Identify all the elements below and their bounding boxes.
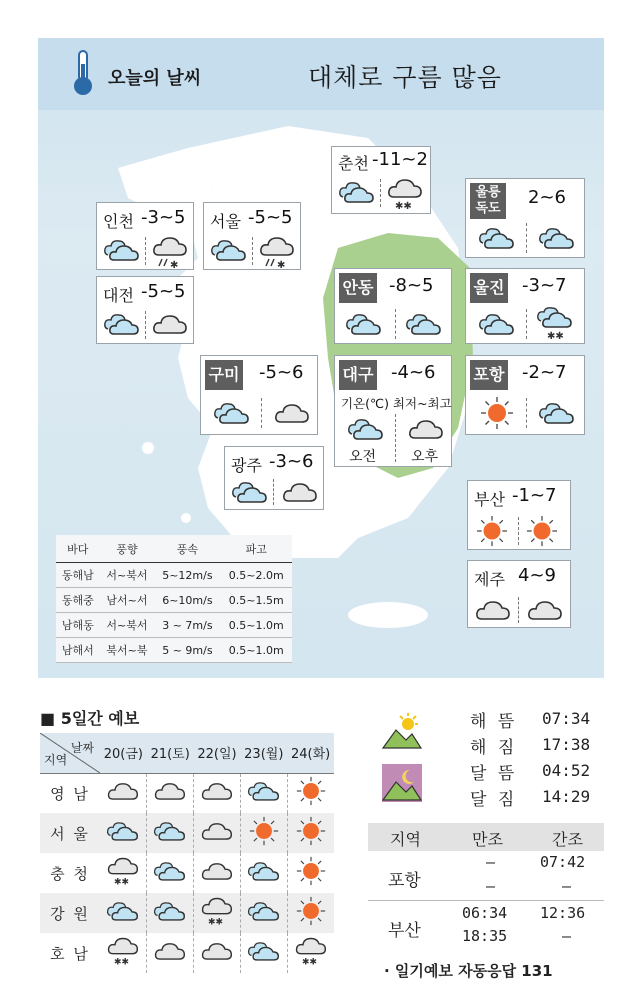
city-name-tag: 울진 [470, 273, 508, 303]
partly-cloudy-icon [247, 779, 281, 803]
moonrise-mountain-icon [382, 764, 422, 802]
city-name: 광주 [231, 456, 262, 475]
tide-high-time: 18:35 [462, 927, 508, 945]
weather-summary: 대체로 구름 많음 [308, 63, 502, 92]
city-name-tag: 안동 [339, 273, 377, 303]
partly-cloudy-icon [103, 237, 141, 263]
partly-cloudy-icon [106, 819, 140, 843]
city-name: 인천 [103, 212, 134, 231]
forecast-title: ■ 5일간 예보 [40, 709, 140, 728]
tide-header-region: 지역 [390, 830, 421, 849]
forecast-cell [240, 893, 287, 933]
cloudy-icon [153, 779, 187, 803]
cloudy-icon [106, 779, 140, 803]
cloudy-snow-icon [294, 935, 328, 967]
partly-cloudy-icon [153, 859, 187, 883]
city-card-ulleung [465, 178, 585, 258]
forecast-cell [147, 933, 194, 973]
forecast-day: 20(금) [100, 733, 147, 773]
city-temp: -8~5 [389, 275, 434, 296]
tide-low-time: 07:42 [540, 853, 586, 871]
sunny-icon [296, 896, 326, 926]
partly-cloudy-icon [231, 479, 269, 505]
partly-cloudy-icon [247, 899, 281, 923]
partly-cloudy-icon [478, 311, 516, 337]
forecast-cell [100, 933, 147, 973]
partly-cloudy-icon [153, 819, 187, 843]
table-row [56, 563, 292, 588]
city-card-pohang [465, 355, 585, 435]
corner-date-label: 날짜 [70, 741, 94, 755]
forecast-cell [194, 893, 241, 933]
tide-low-time: 12:36 [540, 904, 586, 922]
table-row [40, 933, 334, 973]
forecast-cell [287, 933, 334, 973]
region-name: 충 청 [50, 864, 90, 883]
cloudy-icon [407, 416, 445, 442]
partly-cloudy-icon [405, 311, 443, 337]
forecast-cell [287, 813, 334, 853]
city-temp: -11~2 [372, 149, 428, 170]
partly-cloudy-snow-icon [536, 307, 574, 341]
moonset-time: 14:29 [542, 787, 591, 806]
partly-cloudy-icon [347, 416, 385, 442]
tide-low-time: – [562, 877, 572, 895]
city-name: 춘천 [338, 154, 369, 173]
sea-cell: 0.5~1.0m [220, 613, 292, 638]
city-temp: -4~6 [391, 362, 436, 383]
city-card-gwangju [224, 446, 324, 510]
city-card-uljin [465, 268, 585, 344]
tide-low-time: – [562, 927, 572, 945]
sunny-icon [296, 776, 326, 806]
partly-cloudy-icon [538, 400, 576, 426]
forecast-cell [100, 853, 147, 893]
table-row [40, 893, 334, 933]
sunset-label: 해 짐 [470, 738, 518, 758]
city-name: 부산 [474, 490, 505, 509]
sea-cell: 동해남 [56, 563, 100, 588]
sea-header-row [56, 535, 292, 563]
sunny-icon [476, 515, 508, 547]
city-name-tag: 대구 [339, 360, 377, 390]
am-label: 오전 [349, 449, 377, 465]
forecast-corner [40, 733, 100, 773]
forecast-day: 21(토) [147, 733, 194, 773]
region-name: 서 울 [40, 813, 100, 853]
sea-cell: 서~북서 [100, 563, 155, 588]
sunny-icon [480, 396, 514, 430]
sea-cell: 북서~북 [100, 638, 155, 663]
partly-cloudy-icon [345, 311, 383, 337]
table-row [56, 588, 292, 613]
temp-legend-note: 기온(℃) 최저~최고 [341, 396, 452, 411]
cloudy-snow-icon [200, 895, 234, 927]
forecast-day: 22(일) [194, 733, 241, 773]
city-card-daejeon [96, 276, 194, 344]
city-temp: -5~5 [248, 207, 293, 228]
forecast-cell [194, 933, 241, 973]
sea-header: 바다 [56, 535, 100, 563]
city-temp: -3~7 [522, 275, 567, 296]
city-temp: -2~7 [522, 362, 567, 383]
city-card-incheon [96, 202, 194, 270]
city-name: 대전 [103, 286, 134, 305]
tide-high-time: – [486, 853, 496, 871]
tide-port: 포항 [388, 871, 421, 891]
table-row [40, 813, 334, 853]
forecast-cell [240, 773, 287, 813]
cloudy-snow-icon [106, 935, 140, 967]
forecast-cell [287, 893, 334, 933]
cloudy-icon [281, 479, 319, 505]
city-card-jeju [467, 560, 571, 628]
city-temp: 4~9 [518, 565, 556, 586]
cloudy-icon [526, 597, 564, 623]
sea-cell: 5~12m/s [154, 563, 220, 588]
cloudy-icon [474, 597, 512, 623]
table-row [40, 773, 334, 813]
table-row [56, 638, 292, 663]
tide-high-time: – [486, 877, 496, 895]
sunset-time: 17:38 [542, 735, 591, 754]
forecast-cell [100, 773, 147, 813]
sea-cell: 남해서 [56, 638, 100, 663]
header-title: 오늘의 날씨 [108, 68, 202, 89]
sunny-icon [296, 816, 326, 846]
city-name-tag: 포항 [470, 360, 508, 390]
forecast-table [40, 733, 334, 973]
partly-cloudy-icon [478, 225, 516, 251]
forecast-cell [287, 773, 334, 813]
sea-cell: 3 ~ 7m/s [154, 613, 220, 638]
city-temp: -1~7 [512, 485, 557, 506]
sea-cell: 남해동 [56, 613, 100, 638]
partly-cloudy-icon [538, 225, 576, 251]
forecast-cell [240, 813, 287, 853]
cloudy-icon [200, 939, 234, 963]
city-card-gumi [200, 355, 318, 435]
forecast-cell [240, 853, 287, 893]
partly-cloudy-icon [103, 311, 141, 337]
city-temp: -3~5 [141, 207, 186, 228]
city-card-andong [334, 268, 452, 344]
partly-cloudy-icon [338, 179, 376, 205]
region-name: 영 남 [50, 784, 90, 803]
sea-cell: 0.5~1.5m [220, 588, 292, 613]
sea-cell: 서~북서 [100, 613, 155, 638]
tide-port: 부산 [388, 921, 421, 941]
tide-separator [368, 900, 604, 901]
city-card-chuncheon [331, 146, 431, 214]
corner-region-label: 지역 [44, 752, 68, 767]
city-card-seoul [203, 202, 301, 270]
sunny-icon [296, 856, 326, 886]
tide-header-low: 간조 [552, 830, 583, 849]
forecast-cell [287, 853, 334, 893]
sea-cell: 5 ~ 9m/s [154, 638, 220, 663]
region-name: 강 원 [40, 893, 100, 933]
forecast-cell [100, 893, 147, 933]
partly-cloudy-icon [153, 899, 187, 923]
corner-diagonal [40, 733, 100, 773]
forecast-cell [194, 853, 241, 893]
sunny-icon [526, 515, 558, 547]
forecast-cell [100, 813, 147, 853]
table-row [56, 613, 292, 638]
cloudy-icon [200, 819, 234, 843]
cloudy-rain-snow-icon [151, 235, 189, 269]
cloudy-snow-icon [386, 177, 424, 211]
sunrise-time: 07:34 [542, 709, 591, 728]
cloudy-rain-snow-icon [258, 235, 296, 269]
sunny-icon [249, 816, 279, 846]
sea-cell: 동해중 [56, 588, 100, 613]
partly-cloudy-icon [210, 237, 248, 263]
moonrise-label: 달 뜸 [470, 764, 518, 784]
sea-cell: 0.5~2.0m [220, 563, 292, 588]
sea-cell: 6~10m/s [154, 588, 220, 613]
cloudy-icon [200, 859, 234, 883]
cloudy-snow-icon [106, 855, 140, 887]
city-name-tag: 울릉 독도 [470, 183, 506, 219]
forecast-day: 23(월) [240, 733, 287, 773]
region-name: 호 남 [50, 944, 90, 963]
city-card-busan [467, 480, 571, 550]
tide-header [368, 823, 604, 851]
forecast-cell [147, 893, 194, 933]
sea-cell: 남서~서 [100, 588, 155, 613]
forecast-cell [147, 773, 194, 813]
cloudy-icon [153, 939, 187, 963]
cloudy-icon [151, 311, 189, 337]
forecast-cell [147, 813, 194, 853]
city-name: 서울 [210, 212, 241, 231]
sea-conditions-table [56, 535, 292, 663]
sea-cell: 0.5~1.0m [220, 638, 292, 663]
city-temp: 2~6 [528, 187, 566, 208]
table-row [40, 853, 334, 893]
forecast-cell [240, 933, 287, 973]
auto-response-note: · 일기예보 자동응답 131 [384, 962, 553, 980]
tide-high-time: 06:34 [462, 904, 508, 922]
cloudy-icon [273, 400, 311, 426]
city-name-tag: 구미 [205, 360, 243, 390]
forecast-cell [147, 853, 194, 893]
city-temp: -5~5 [141, 281, 186, 302]
moonrise-time: 04:52 [542, 761, 591, 780]
sunrise-mountain-icon [382, 712, 422, 750]
pm-label: 오후 [411, 449, 439, 465]
forecast-cell [194, 773, 241, 813]
partly-cloudy-icon [247, 859, 281, 883]
jeju-shape [348, 602, 428, 628]
sea-header: 풍속 [154, 535, 220, 563]
sea-header: 풍향 [100, 535, 155, 563]
sea-header: 파고 [220, 535, 292, 563]
forecast-day: 24(화) [287, 733, 334, 773]
forecast-cell [194, 813, 241, 853]
partly-cloudy-icon [213, 400, 251, 426]
tide-header-high: 만조 [472, 830, 503, 849]
city-card-daegu [334, 355, 452, 467]
city-temp: -5~6 [259, 362, 304, 383]
sunrise-label: 해 뜸 [470, 712, 518, 732]
cloudy-icon [200, 779, 234, 803]
city-name: 제주 [474, 570, 505, 589]
city-temp: -3~6 [269, 451, 314, 472]
partly-cloudy-icon [106, 899, 140, 923]
moonset-label: 달 짐 [470, 790, 518, 810]
partly-cloudy-icon [247, 939, 281, 963]
forecast-header-row [40, 733, 334, 773]
